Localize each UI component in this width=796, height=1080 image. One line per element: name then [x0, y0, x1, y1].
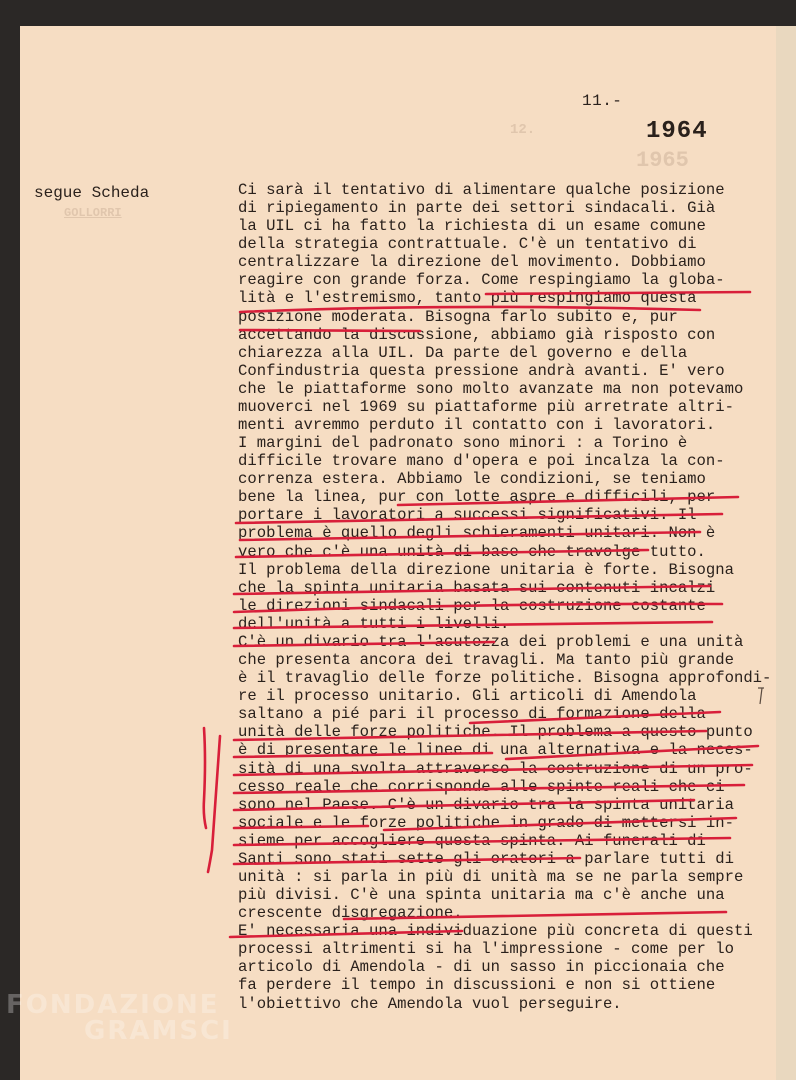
margin-label: segue Scheda	[34, 184, 150, 202]
text-line: Santi sono stati sette gli oratori a parlare tutti di	[238, 849, 734, 868]
text-line: che presenta ancora dei travagli. Ma tanto più grande	[238, 651, 734, 670]
text-line: che la spinta unitaria basata sui contenuti incalzi	[238, 578, 716, 597]
text-line: sociale e le forze politiche in grado di mettersi in-	[238, 813, 734, 832]
text-line: Il problema della direzione unitaria è forte. Bisogna	[238, 560, 734, 579]
text-line: lità e l'estremismo, tanto più respingiamo questa	[238, 289, 697, 308]
text-line: l'obiettivo che Amendola vuol perseguire.	[238, 994, 622, 1013]
text-line: menti avremmo perduto il contatto con i lavoratori.	[238, 416, 716, 435]
text-line: difficile trovare mano d'opera e poi incalza la con-	[238, 452, 725, 471]
text-line: sieme per accogliere questa spinta. Ai funerali di	[238, 831, 706, 850]
text-line: chiarezza alla UIL. Da parte del governo e della	[238, 343, 688, 362]
document-year: 1964	[646, 118, 708, 145]
text-line: re il processo unitario. Gli articoli di Amendola	[238, 687, 697, 706]
text-line: accettando la discussione, abbiamo già risposto con	[238, 325, 716, 344]
text-line: unità delle forze politiche. Il problema a questo punto	[238, 723, 753, 742]
bleed-through-year: 1965	[636, 148, 689, 173]
text-line: di ripiegamento in parte dei settori sindacali. Già	[238, 199, 716, 218]
text-line: è di presentare le linee di una alternativa e la neces-	[238, 741, 753, 760]
text-line: saltano a pié pari il processo di formazione della	[238, 705, 706, 724]
text-line: portare i lavoratori a successi significativi. Il	[238, 506, 697, 525]
text-line: Ci sarà il tentativo di alimentare qualche posizione	[238, 181, 725, 199]
watermark-foundation: FONDAZIONE	[6, 990, 220, 1020]
text-line: sono nel Paese. C'è un divario tra la spinta unitaria	[238, 795, 734, 814]
text-line: correnza estera. Abbiamo le condizioni, se teniamo	[238, 470, 706, 489]
text-line: Confindustria questa pressione andrà avanti. E' vero	[238, 361, 725, 380]
text-line: reagire con grande forza. Come respingiamo la globa-	[238, 271, 725, 290]
text-line: processi altrimenti si ha l'impressione - come per lo	[238, 940, 734, 959]
typed-body	[238, 181, 772, 1013]
text-line: le direzioni sindacali per la costruzione costante	[238, 596, 706, 615]
bleed-through-label: GOLLORRI	[64, 206, 122, 220]
page-number: 11.-	[582, 92, 623, 110]
text-line: problema è quello degli schieramenti unitari. Non è	[238, 524, 716, 543]
text-line: vero che c'è una unità di base che travolge tutto.	[238, 542, 706, 561]
text-line: C'è un divario tra l'acutezza dei problemi e una unità	[238, 632, 744, 651]
text-line: posizione moderata. Bisogna farlo subito e, pur	[238, 307, 678, 326]
text-line: articolo di Amendola - di un sasso in piccionaia che	[238, 958, 725, 977]
text-line: della strategia contrattuale. C'è un tentativo di	[238, 235, 697, 254]
text-line: che le piattaforme sono molto avanzate ma non potevamo	[238, 379, 744, 398]
text-line: fa perdere il tempo in discussioni e non si ottiene	[238, 976, 716, 995]
text-line: crescente disgregazione.	[238, 904, 463, 923]
text-line: unità : si parla in più di unità ma se ne parla sempre	[238, 867, 744, 886]
text-line: sità di una svolta attraverso la costruzione di un pro-	[238, 759, 753, 778]
text-line: I margini del padronato sono minori : a Torino è	[238, 434, 688, 453]
text-line: è il travaglio delle forze politiche. Bisogna approfondi-	[238, 669, 772, 688]
next-page-edge	[776, 26, 796, 1080]
text-line: più divisi. C'è una spinta unitaria ma c'è anche una	[238, 886, 725, 905]
bleed-through-page-number: 12.	[510, 122, 536, 138]
text-line: cesso reale che corrisponde alle spinte reali che ci	[238, 777, 725, 796]
text-line: la UIL ci ha fatto la richiesta di un esame comune	[238, 217, 706, 236]
text-line: muoverci nel 1969 su piattaforme più arretrate altri-	[238, 397, 734, 416]
text-line: bene la linea, pur con lotte aspre e difficili, per	[238, 488, 716, 507]
watermark-gramsci: GRAMSCI	[84, 1016, 233, 1046]
text-line: E' necessaria una individuazione più concreta di questi	[238, 922, 753, 941]
text-line: centralizzare la direzione del movimento. Dobbiamo	[238, 253, 706, 272]
text-line: dell'unità a tutti i livelli.	[238, 614, 510, 633]
